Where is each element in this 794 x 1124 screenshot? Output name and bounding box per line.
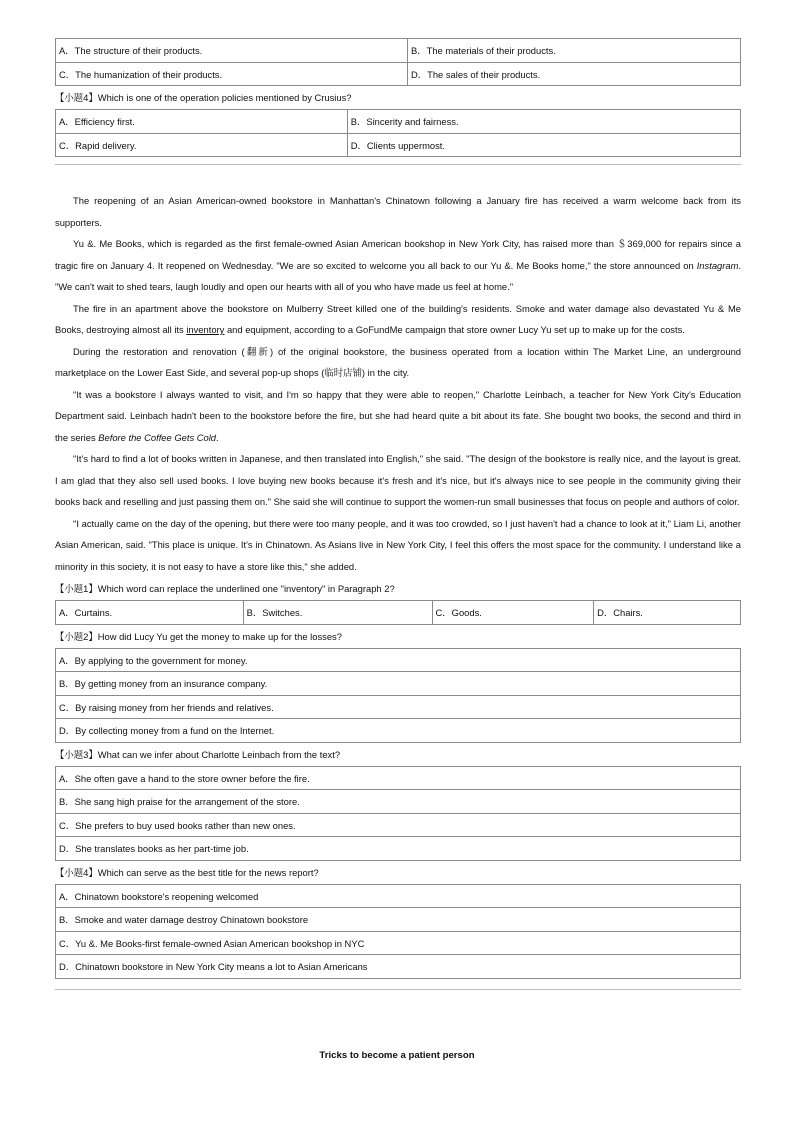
q1-options-table <box>55 600 741 625</box>
q2-options-table <box>55 648 741 743</box>
question-stem: 【小题3】What can we infer about Charlotte Leinbach from the text? <box>55 748 341 760</box>
option-a: A．Efficiency first. <box>56 110 348 134</box>
paragraph <box>55 298 741 341</box>
paragraph-text: . "We can't wait to shed tears, laugh loudly and open our hearts with all of you who have made us feel at home." <box>55 259 741 292</box>
q4-options-table <box>55 884 741 979</box>
paragraph: The reopening of an Asian American-owned bookstore in Manhattan's Chinatown following a January fire has received a warm welcome back from its supporters. <box>55 195 741 228</box>
option-c: C．By raising money from her friends and relatives. <box>56 695 741 719</box>
option-c: C．She prefers to buy used books rather than new ones. <box>56 813 741 837</box>
italic-text: Before the Coffee Gets Cold <box>98 431 217 443</box>
paragraph: "I actually came on the day of the opening, but there were too many people, and it was too crowded, so I just haven't had a chance to look at it," Liam Li, another Asian American, said. "This place is unique. It's in Chinatown. As Asians live in New York City, I feel this offers the most space for the community. I understand like a minority in this society, it is not easy to have a store like this," she added. <box>55 517 741 572</box>
italic-text: Instagram <box>696 259 739 271</box>
option-d: D．She translates books as her part-time job. <box>56 837 741 861</box>
reading-passage <box>55 190 741 577</box>
option-c: C．The humanization of their products. <box>56 62 408 86</box>
question-stem: 【小题4】Which is one of the operation policies mentioned by Crusius? <box>55 92 352 103</box>
section-divider <box>55 989 741 990</box>
option-a: A．Curtains. <box>56 601 244 625</box>
paragraph-text: "It was a bookstore I always wanted to visit, and I'm so happy that they were able to reopen," Charlotte Leinbach, a teacher for New York City's Education Department said. Leinbach hadn't been to the bookstore before the fire, but she had heard quite a bit about its fate. She bought two books, the second and third in the series <box>55 388 741 443</box>
paragraph <box>55 233 741 298</box>
q3-options-table <box>55 766 741 861</box>
question-stem: 【小题1】Which word can replace the underlined one "inventory" in Paragraph 2? <box>55 583 395 594</box>
paragraph <box>55 384 741 449</box>
paragraph: "It's hard to find a lot of books written in Japanese, and then translated into English," she said. "The design of the bookstore is really nice, and the layout is great. I am glad that they also sell used books. I love buying new books because it's fresh and it's nice, but it's always nice to see people in the community giving their books back and reselling and just passing them on." She said she will continue to support the women-run small businesses that focus on people and authors of color. <box>55 453 741 507</box>
option-d: D．By collecting money from a fund on the Internet. <box>56 719 741 743</box>
paragraph-text: and equipment, according to a GoFundMe campaign that store owner Lucy Yu set up to make up for the costs. <box>224 324 685 335</box>
paragraph-text: . <box>216 431 219 443</box>
prev-q3-options-table <box>55 38 741 86</box>
underlined-word: inventory <box>186 324 225 335</box>
option-c: C．Rapid delivery. <box>56 133 348 157</box>
paragraph-text: The fire in an apartment above the bookstore on Mulberry Street killed one of the building's residents. Smoke and water damage also devastated Yu & Me Books, destroying almost all its <box>55 302 741 335</box>
paragraph-text: Yu &. Me Books, which is regarded as the first female-owned Asian American bookshop in New York City, has raised more than ＄369,000 for repairs since a tragic fire on January 4. It reopened on Wednesday. "We are so excited to welcome you all back to our Yu &. Me Books home," the store announced on <box>55 238 741 271</box>
exam-page <box>55 38 741 990</box>
question-stem: 【小题2】How did Lucy Yu get the money to make up for the losses? <box>55 630 342 642</box>
option-b: B．She sang high praise for the arrangement of the store. <box>56 790 741 814</box>
option-b: B．Switches. <box>243 601 432 625</box>
option-d: D．The sales of their products. <box>407 62 740 86</box>
paragraph: During the restoration and renovation (翻新) of the original bookstore, the business operated from a location within The Market Line, an underground marketplace on the Lower East Side, and several pop-up shops (临时店铺) in the city. <box>55 345 741 378</box>
option-a: A．The structure of their products. <box>56 39 408 63</box>
option-b: B．By getting money from an insurance company. <box>56 672 741 696</box>
section-divider <box>55 164 741 165</box>
option-a: A．By applying to the government for money. <box>56 648 741 672</box>
option-b: B．Smoke and water damage destroy Chinatown bookstore <box>56 908 741 932</box>
option-c: C．Goods. <box>432 601 594 625</box>
option-b: B．The materials of their products. <box>407 39 740 63</box>
option-a: A．She often gave a hand to the store owner before the fire. <box>56 766 741 790</box>
option-d: D．Chinatown bookstore in New York City means a lot to Asian Americans <box>56 955 741 979</box>
question-stem: 【小题4】Which can serve as the best title for the news report? <box>55 866 319 878</box>
option-b: B．Sincerity and fairness. <box>347 110 740 134</box>
prev-q4-options-table <box>55 109 741 157</box>
next-passage-title: Tricks to become a patient person <box>319 1050 475 1061</box>
option-a: A．Chinatown bookstore's reopening welcomed <box>56 884 741 908</box>
option-d: D．Chairs. <box>594 601 741 625</box>
option-d: D．Clients uppermost. <box>347 133 740 157</box>
option-c: C．Yu &. Me Books-first female-owned Asian American bookshop in NYC <box>56 931 741 955</box>
